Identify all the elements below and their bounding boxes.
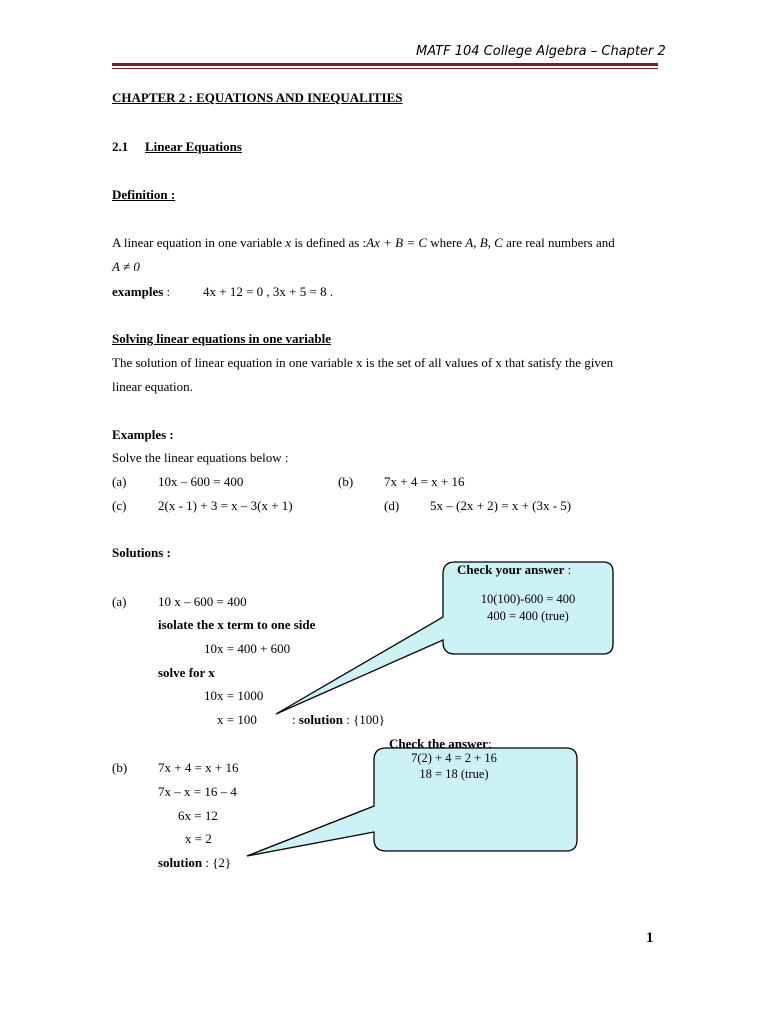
callout-1-title-suffix: :	[564, 562, 572, 577]
def-text-d: are real numbers and	[502, 235, 615, 250]
def-var-x: x	[285, 235, 292, 250]
solution-a-step-2: solve for x	[158, 665, 215, 680]
solution-b-line-4: x = 2	[185, 831, 212, 846]
callout-1-line-1: 10(100)-600 = 400	[480, 592, 576, 606]
examples-colon: :	[163, 284, 171, 299]
section-title: Linear Equations	[145, 139, 242, 154]
chapter-title: CHAPTER 2 : EQUATIONS AND INEQUALITIES	[112, 90, 403, 105]
callout-2-title-text: Check the answer	[389, 736, 488, 751]
example-d-equation: 5x – (2x + 2) = x + (3x - 5)	[430, 498, 572, 513]
solution-a-line-2: 10x = 400 + 600	[204, 641, 291, 656]
examples-label: examples	[112, 284, 164, 299]
solutions-heading: Solutions :	[112, 545, 171, 560]
definition-heading: Definition :	[112, 187, 176, 202]
solution-a-step-1: isolate the x term to one side	[158, 617, 316, 632]
def-formula: Ax + B = C	[366, 235, 428, 250]
solution-b-line-2: 7x – x = 16 – 4	[158, 784, 237, 799]
solution-b-result	[158, 855, 231, 871]
solving-heading: Solving linear equations in one variable	[112, 331, 331, 346]
examples-instruction: Solve the linear equations below :	[112, 450, 289, 465]
solution-b-result-label: solution	[158, 855, 203, 870]
solution-a-equation: 10 x – 600 = 400	[158, 594, 247, 609]
solution-a-result-label: solution	[298, 712, 343, 727]
def-vars: A, B, C	[465, 235, 503, 250]
solution-a-line-3: 10x = 1000	[204, 688, 264, 703]
callout-1-title-text: Check your answer	[457, 562, 565, 577]
solution-a-result: : solution : {100}	[292, 712, 386, 727]
solving-para-line-1: The solution of linear equation in one variable x is the set of all values of x that satisfy the given	[112, 355, 614, 370]
example-c-equation: 2(x - 1) + 3 = x – 3(x + 1)	[158, 498, 293, 513]
example-b-equation: 7x + 4 = x + 16	[384, 474, 465, 489]
callout-2-line-2: 18 = 18 (true)	[419, 767, 489, 781]
definition-line-2: A ≠ 0	[112, 259, 140, 274]
example-a-equation: 10x – 600 = 400	[158, 474, 244, 489]
example-d-label: (d)	[384, 498, 400, 513]
solving-para-line-2: linear equation.	[112, 379, 193, 394]
solution-b-label: (b)	[112, 760, 128, 775]
solution-a-result-value: : {100}	[342, 712, 386, 727]
solution-a-label: (a)	[112, 594, 127, 609]
examples-heading: Examples :	[112, 427, 174, 442]
def-text-c: where	[427, 235, 466, 250]
callout-2-line-1: 7(2) + 4 = 2 + 16	[411, 751, 497, 765]
callout-1-bubble	[276, 562, 613, 714]
callout-2-title	[389, 736, 492, 752]
examples-text: 4x + 12 = 0 , 3x + 5 = 8 .	[203, 284, 334, 299]
solution-a-line-4: x = 100	[217, 712, 257, 727]
solution-b-result-value: : {2}	[202, 855, 232, 870]
callout-2-title-suffix: :	[487, 736, 492, 751]
callout-1-title	[457, 562, 571, 578]
running-header: MATF 104 College Algebra – Chapter 2	[416, 44, 666, 59]
example-b-label: (b)	[338, 474, 354, 489]
example-c-label: (c)	[112, 498, 127, 513]
solution-b-line-1: 7x + 4 = x + 16	[158, 760, 239, 775]
page-number: 1	[646, 930, 654, 946]
solution-b-line-3: 6x = 12	[178, 808, 218, 823]
example-a-label: (a)	[112, 474, 127, 489]
def-text-b: is defined as :	[291, 235, 367, 250]
section-number: 2.1	[112, 139, 129, 154]
callout-1-line-2: 400 = 400 (true)	[487, 609, 569, 623]
def-text-a: A linear equation in one variable	[112, 235, 286, 250]
